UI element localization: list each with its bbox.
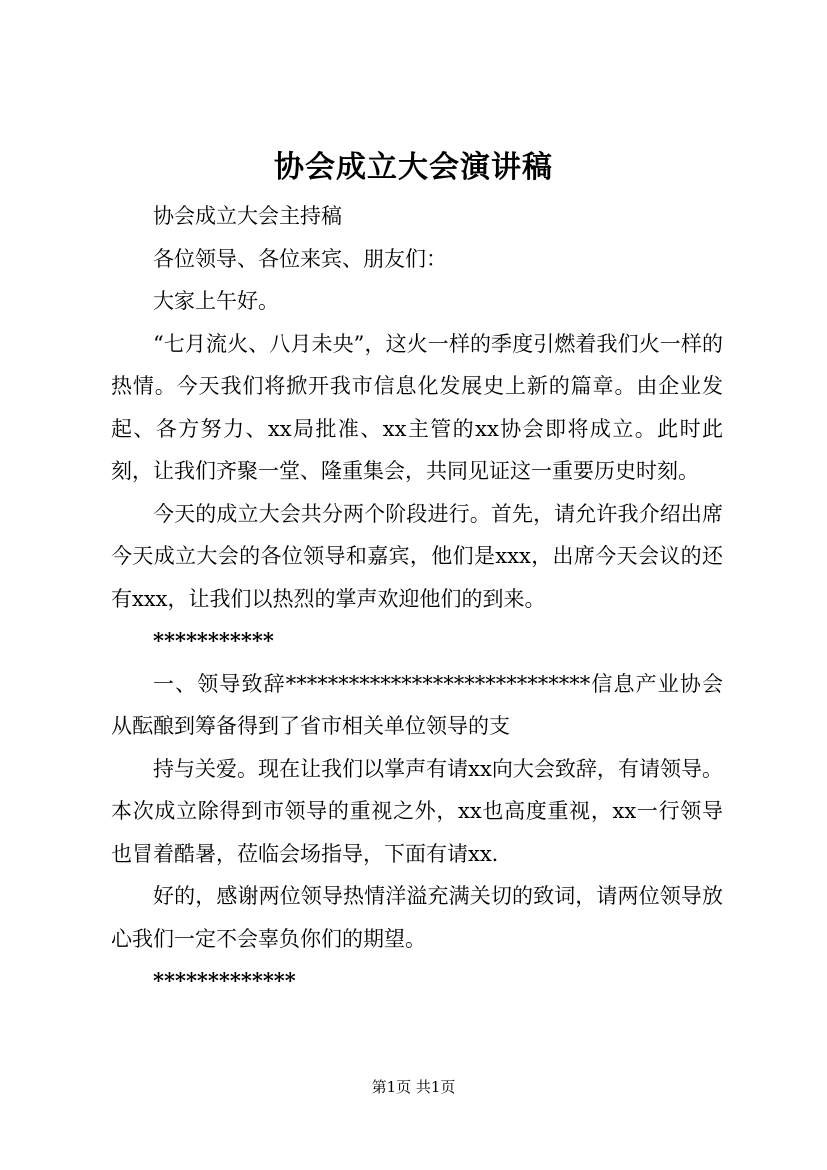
paragraph-greeting: 各位领导、各位来宾、朋友们： [153, 246, 447, 271]
page-footer: 第1页 共1页 [371, 1078, 456, 1096]
paragraph-opening: “七月流火、八月未央”，这火一样的季度引燃着我们火一样的热情。今天我们将掀开我市信息化发展史上新的篇章。由企业发起、各方努力、xx局批准、xx主管的xx协会即将成立。此时此刻，让我们齐聚一堂、隆重集会，共同见证这一重要历史时刻。 [111, 331, 723, 483]
paragraph-leader-speech: 一、领导致辞*****************************信息产业协会从酝酿到筹备得到了省市相关单位领导的支 [111, 671, 723, 738]
paragraph-leader-speech-cont: 持与关爱。现在让我们以掌声有请xx向大会致辞，有请领导。本次成立除得到市领导的重视之外，xx也高度重视，xx一行领导也冒着酷暑，莅临会场指导，下面有请xx. [111, 756, 723, 866]
document-title: 协会成立大会演讲稿 [274, 150, 553, 185]
separator-stars: *********** [153, 628, 274, 653]
paragraph-subtitle: 协会成立大会主持稿 [153, 204, 342, 228]
separator-stars: ************* [153, 968, 296, 993]
paragraph-introduction: 今天的成立大会共分两个阶段进行。首先，请允许我介绍出席今天成立大会的各位领导和嘉宾，他们是xxx，出席今天会议的还有xxx，让我们以热烈的掌声欢迎他们的到来。 [111, 501, 723, 611]
document-body [111, 195, 723, 1003]
paragraph-salutation: 大家上午好。 [153, 289, 279, 313]
paragraph-thanks: 好的，感谢两位领导热情洋溢充满关切的致词，请两位领导放心我们一定不会辜负你们的期望。 [111, 884, 723, 951]
